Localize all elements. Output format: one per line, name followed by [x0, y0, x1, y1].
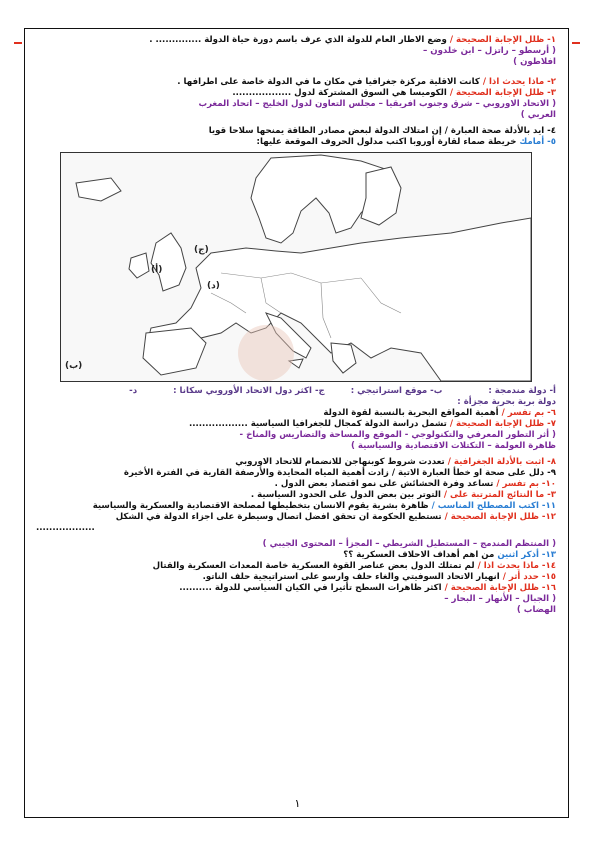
- question-13: ١٢- ظلل الإجابة الصحيحة / تستطيع الحكومة ان تحقق افضل اتصال وسيطرة على اجزاء الدولة في الشكل: [115, 512, 556, 522]
- europe-blank-map: [60, 152, 532, 382]
- corner-mark-right: [572, 42, 580, 44]
- question-17: ١٦- ظلل الإجابة الصحيحة / اكثر ظاهرات السطح تأثيرا في الكيان السياسي للدولة ..........: [179, 583, 556, 593]
- question-15: ١٤- ماذا يحدث اذا / لم تمتلك الدول بعض عناصر القوة العسكرية خاصة المعدات العسكرية والقتال: [152, 561, 556, 571]
- question-13-dots: ..................: [36, 523, 95, 533]
- question-1: ١- ظلل الإجابة الصحيحة / وضع الاطار العام للدولة الذي عرف باسم دورة حياة الدولة .............. .: [149, 35, 556, 45]
- question-11: ٣- ما النتائج المترتبة على / التوتر بين بعض الدول على الحدود السياسية .: [250, 490, 556, 500]
- worksheet-content: [36, 35, 556, 616]
- question-8: ٨- اثبت بالأدلة الجغرافية / تعددت شروط كوبنهاجن للانضمام للاتحاد الاوروبي: [235, 457, 556, 467]
- page-number: ١: [294, 797, 301, 810]
- question-1-options: ( أرسطو – راتزل – ابن خلدون –: [422, 46, 556, 56]
- question-2: ٢- ماذا يحدث اذا / كانت الاقلية مركزة جغرافيا في مكان ما في الدولة خاصة على اطرافها .: [177, 77, 556, 87]
- question-16: ١٥- حدد أثر / انهيار الاتحاد السوفيتي والغاء حلف وارسو على استراتيجية حلف الناتو.: [202, 572, 556, 582]
- question-4: ٤- ايد بالأدلة صحة العبارة / إن امتلاك الدولة لبعض مصادر الطاقة يمنحها سلاحا قويا: [208, 126, 556, 136]
- question-17-options-cont: الهضاب ): [516, 605, 556, 615]
- map-label-c: (ج): [194, 245, 209, 255]
- question-14: ١٣- أذكر اثنين من اهم أهداف الاحلاف العسكرية ؟؟: [343, 550, 556, 560]
- greece-shape: [331, 343, 356, 373]
- question-7: ٧- ظلل الإجابة الصحيحة / تشمل دراسة الدولة كمجال للجغرافيا السياسية ..................: [188, 419, 556, 429]
- question-9: ٩- دلل على صحة او خطأ العبارة الاتية / زادت أهمية المياه المحايدة والأرصفة القارية في الفترة الأخيرة: [123, 468, 556, 478]
- question-3-options-cont: العربي ): [520, 110, 556, 120]
- map-label-a: (أ): [151, 265, 163, 275]
- question-5: ٥- أمامك خريطة صماء لقارة أوروبا اكتب مدلول الحروف الموقعة عليها:: [256, 137, 556, 147]
- map-answers: أ- دولة مندمجة : ب- موقع استراتيجي : ج- اكثر دول الاتحاد الأوروبي سكانا : د-: [129, 386, 556, 396]
- question-1-options-cont: افلاطون ): [513, 57, 556, 67]
- question-10: ١٠- بم تفسر / تساعد وفرة الحشائش على نمو اقتصاد بعض الدول .: [274, 479, 556, 489]
- europe-outline: [61, 153, 531, 381]
- question-13-options: ( المنتظم المندمج – المستطيل الشريطي – المجزأ – المحتوى الجيبي ): [262, 539, 556, 549]
- uk-shape: [151, 233, 186, 291]
- question-3: ٣- ظلل الإجابة الصحيحة / الكوميسا هي السوق المشتركة لدول ..................: [232, 88, 556, 98]
- map-label-b: (ب): [65, 361, 83, 371]
- question-3-options: ( الاتحاد الاوروبي – شرق وجنوب افريقيا – مجلس التعاون لدول الخليج – اتحاد المغرب: [198, 99, 556, 109]
- watermark-circle: [238, 325, 294, 381]
- map-answer-line2: دولة برية بحرية مجزأة :: [457, 397, 556, 407]
- question-7-options: ( أثر التطور المعرفي والتكنولوجي - الموقع والمساحة والتضاريس والمناخ -: [239, 430, 556, 440]
- question-17-options: ( الجبال – الأنهار – البحار –: [444, 594, 556, 604]
- finland-shape: [361, 167, 401, 225]
- question-12: ١١- اكتب المصطلح المناسب / ظاهرة بشرية يقوم الانسان بتخطيطها لمصلحة الاقتصادية والعسكرية والسياسية: [92, 501, 556, 511]
- question-6: ٦- بم تفسر / أهمية المواقع البحرية بالنسبة لقوة الدولة: [323, 408, 556, 418]
- corner-mark-left: [14, 42, 22, 44]
- iberia-shape: [143, 328, 206, 375]
- ireland-shape: [129, 253, 149, 278]
- map-label-d: (د): [207, 281, 220, 291]
- question-7-options-cont: ظاهرة العولمة – التكتلات الاقتصادية والسياسية ): [350, 441, 556, 451]
- iceland-shape: [76, 178, 121, 201]
